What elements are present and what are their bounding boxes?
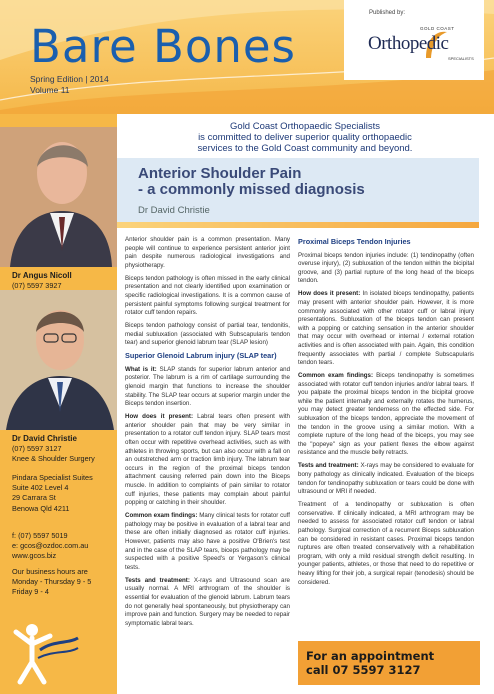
banner-line: services to the Gold Coast community and beyond. [197,143,413,154]
doctor2-photo [0,290,117,430]
newsletter-title: Bare Bones [30,20,297,73]
appointment-phone[interactable]: call 07 5597 3127 [306,663,421,677]
mission-banner [140,121,470,154]
doctor2-portrait-graphic [0,290,117,430]
article-paragraph [125,275,290,318]
doctor1-name: Dr Angus Nicoll [12,271,72,280]
paragraph-lead: What is it: [125,365,157,373]
address-line: Benowa Qld 4211 [12,503,70,513]
website-link[interactable]: www.gcos.biz [12,551,57,561]
hours-title: Our business hours are [12,567,88,576]
doctor2-specialty: Knee & Shoulder Surgery [12,454,95,464]
article-paragraph [125,577,290,629]
email-address[interactable]: e: gcos@ozdoc.com.au [12,541,89,551]
paragraph-lead: Common exam findings: [298,372,374,380]
hours-fri: Friday 9 - 4 [12,587,49,597]
banner-line: Gold Coast Orthopaedic Specialists [230,121,380,132]
article-paragraph [125,236,290,270]
article-headline [138,166,365,198]
section-heading: Proximal Biceps Tendon Injuries [298,237,411,246]
article-author: Dr David Christie [138,205,210,216]
headline-line2: - a commonly missed diagnosis [138,181,365,198]
headline-divider [117,222,479,228]
paragraph-lead: Common exam findings: [125,512,198,520]
address-line: 29 Carrara St [12,493,56,503]
article-paragraph [298,252,474,286]
paragraph-text: X-rays may be considered to evaluate for bony pathology as clinically indicated. Evaluation of the biceps tendon for tendinopathy subluxation or tears could be done with ultrasound or MRI if needed. [298,462,474,496]
fax-number: f: (07) 5597 5019 [12,531,68,540]
address-line: Pindara Specialist Suites [12,473,93,482]
paragraph-text: Treatment of a tendinopathy or subluxation is often conservative. If clinically indicated, a MRI arthrogram may be needed to assess for associated rotator cuff tendon or labral pathology. Surgical correction of a recurrent Biceps subluxation can be considered in resistant cases. Proximal biceps tendon ruptures are often treated conservatively with a rehabilitation program, with only a mild residual strength deficit resulting. In younger patients, athletes, or those that need to do repetitive or heavy lifting for their job, a surgical repair (tenodesis) should be considered. [298,501,474,586]
appointment-callout [298,641,480,685]
clinic-contact [12,531,88,562]
paragraph-text: X-rays and Ultrasound scan are usually normal. A MRI arthrogram of the shoulder is essential for evaluation of the glenoid labrum. Labrum tears do not generally heal spontaneously, but physiotherapy can improve pain and function. Surgery may be needed to repair symptomatic labral tears. [125,576,290,627]
doctor1-phone: (07) 5597 3927 [12,281,62,291]
paragraph-lead: Tests and treatment: [125,576,190,584]
edition-label: Spring Edition | 2014 [30,74,109,84]
paragraph-text: Proximal biceps tendon injuries include: (1) tendinopathy (often overuse injury), (2) subluxation of the tendon within the bicipital groove, and (3) partial rupture of the long head of the biceps tendon. [298,251,474,285]
doctor1-photo [0,127,117,267]
paragraph-lead: Tests and treatment: [298,462,359,470]
hours-mon-thu: Monday - Thursday 9 - 5 [12,577,92,587]
paragraph-text: In isolated biceps tendinopathy, patients may present with anterior shoulder pain. However, it is more commonly associated with other rotator cuff or labral injury presentations. Subluxation of the biceps tendon can present with a popping or catching sensation in the anterior shoulder that may occur with overhead or internal / external rotation activities and is often associated with pain. Again, this condition frequently associates with partial / complete Subscapularis tendon tears. [298,290,474,367]
article-column-right [298,236,474,592]
article-paragraph [125,512,290,572]
headline-line1: Anterior Shoulder Pain [138,165,302,182]
article-column-left [125,236,290,633]
figure-logo-icon [10,620,80,686]
article-paragraph [298,462,474,496]
paragraph-text: Biceps tendon pathology is often missed in the early clinical presentation and not clearly identified upon examination or specific radiological investigations. It is a common cause of persistent painful symptoms following surgical treatment for rotator cuff tendon repairs. [125,274,290,317]
doctor2-name: Dr David Christie [12,434,77,443]
volume-label: Volume 11 [30,85,70,95]
banner-line: is committed to deliver superior quality orthopaedic [198,132,412,143]
article-paragraph [125,322,290,348]
logo-wordmark-a: Orthop [368,33,419,54]
article-paragraph [298,501,474,587]
article-paragraph [298,290,474,367]
doctor2-phone: (07) 5597 3127 [12,444,62,454]
appointment-line1: For an appointment [306,649,435,663]
paragraph-lead: How does it present: [125,413,194,421]
paragraph-text: Biceps tendinopathy is sometimes associated with rotator cuff tendon injuries and/or labral tears. If you palpate the proximal biceps tendon in the bicipital groove while the patient internally and externally rotates the humerus, you may detect greater tenderness on the effected side. For subluxation of the biceps tendon, appreciate the movement of the tendon in the groove using a similar motion. With a complete rupture of the long head of the biceps, you may see the "popeye" sign as your patient flexes the elbow against resistance and the muscle belly retracts. [298,372,474,457]
clinic-address [12,473,93,514]
business-hours [12,567,91,598]
masthead [0,0,494,114]
paragraph-text: Labral tears often present with anterior shoulder pain that may be very similar in presentation to a rotator cuff tendon injury. SLAP tears most often occur with repetitive overhead activities, such as with athletes in throwing sports, but can also occur with a fall on an outstretched arm or traction limb injury. The labrum tear occurs in the region of the proximal biceps tendon attachment causing referred pain down into the Biceps muscle. In addition to complaints of pain similar to rotator cuff injuries, these patients may complain about painful popping or catching in their shoulder. [125,413,290,507]
edition-info [30,74,109,96]
paragraph-text: Biceps tendon pathology consist of partial tear, tendonitis, medial subluxation (associated with Subscapularis tendon tear) and superior glenoid labrum tear (SLAP lesion) [125,322,290,347]
paragraph-lead: How does it present: [298,290,361,298]
paragraph-text: Many clinical tests for rotator cuff pathology may be positive in evaluation of a labral tear and these are often initially diagnosed as rotator cuff injuries. However, patients may also have a positive O'Brien's test and in the case of the SLAP tears, biceps pathology may be suspected with a positive Speed's or Yergason's clinical tests. [125,512,290,571]
doctor2-contact [12,434,95,465]
paragraph-text: SLAP stands for superior labrum anterior and posterior. The labrum is a rim of cartilage surrounding the glenoid margin that functions to increase the shoulder stability. The SLAP tear occurs at superior margin under the Biceps tendon insertion. [125,365,291,408]
published-by-label: Published by: [369,10,406,16]
section-heading: Superior Glenoid Labrum injury (SLAP tear) [125,351,277,361]
logo-wordmark [368,33,448,55]
doctor1-portrait-graphic [0,127,117,267]
article-paragraph [298,372,474,458]
article-paragraph [125,413,290,508]
logo-wordmark-b: edic [418,33,449,54]
article-paragraph [125,366,290,409]
paragraph-text: Anterior shoulder pain is a common presentation. Many people will continue to experience persistent anterior joint pain despite numerous radiological investigations and physiotherapy. [125,236,290,269]
logo-gold-coast-text: GOLD COAST [420,26,455,31]
logo-specialists-text: SPECIALISTS [448,56,474,61]
address-line: Suite 402 Level 4 [12,483,69,493]
